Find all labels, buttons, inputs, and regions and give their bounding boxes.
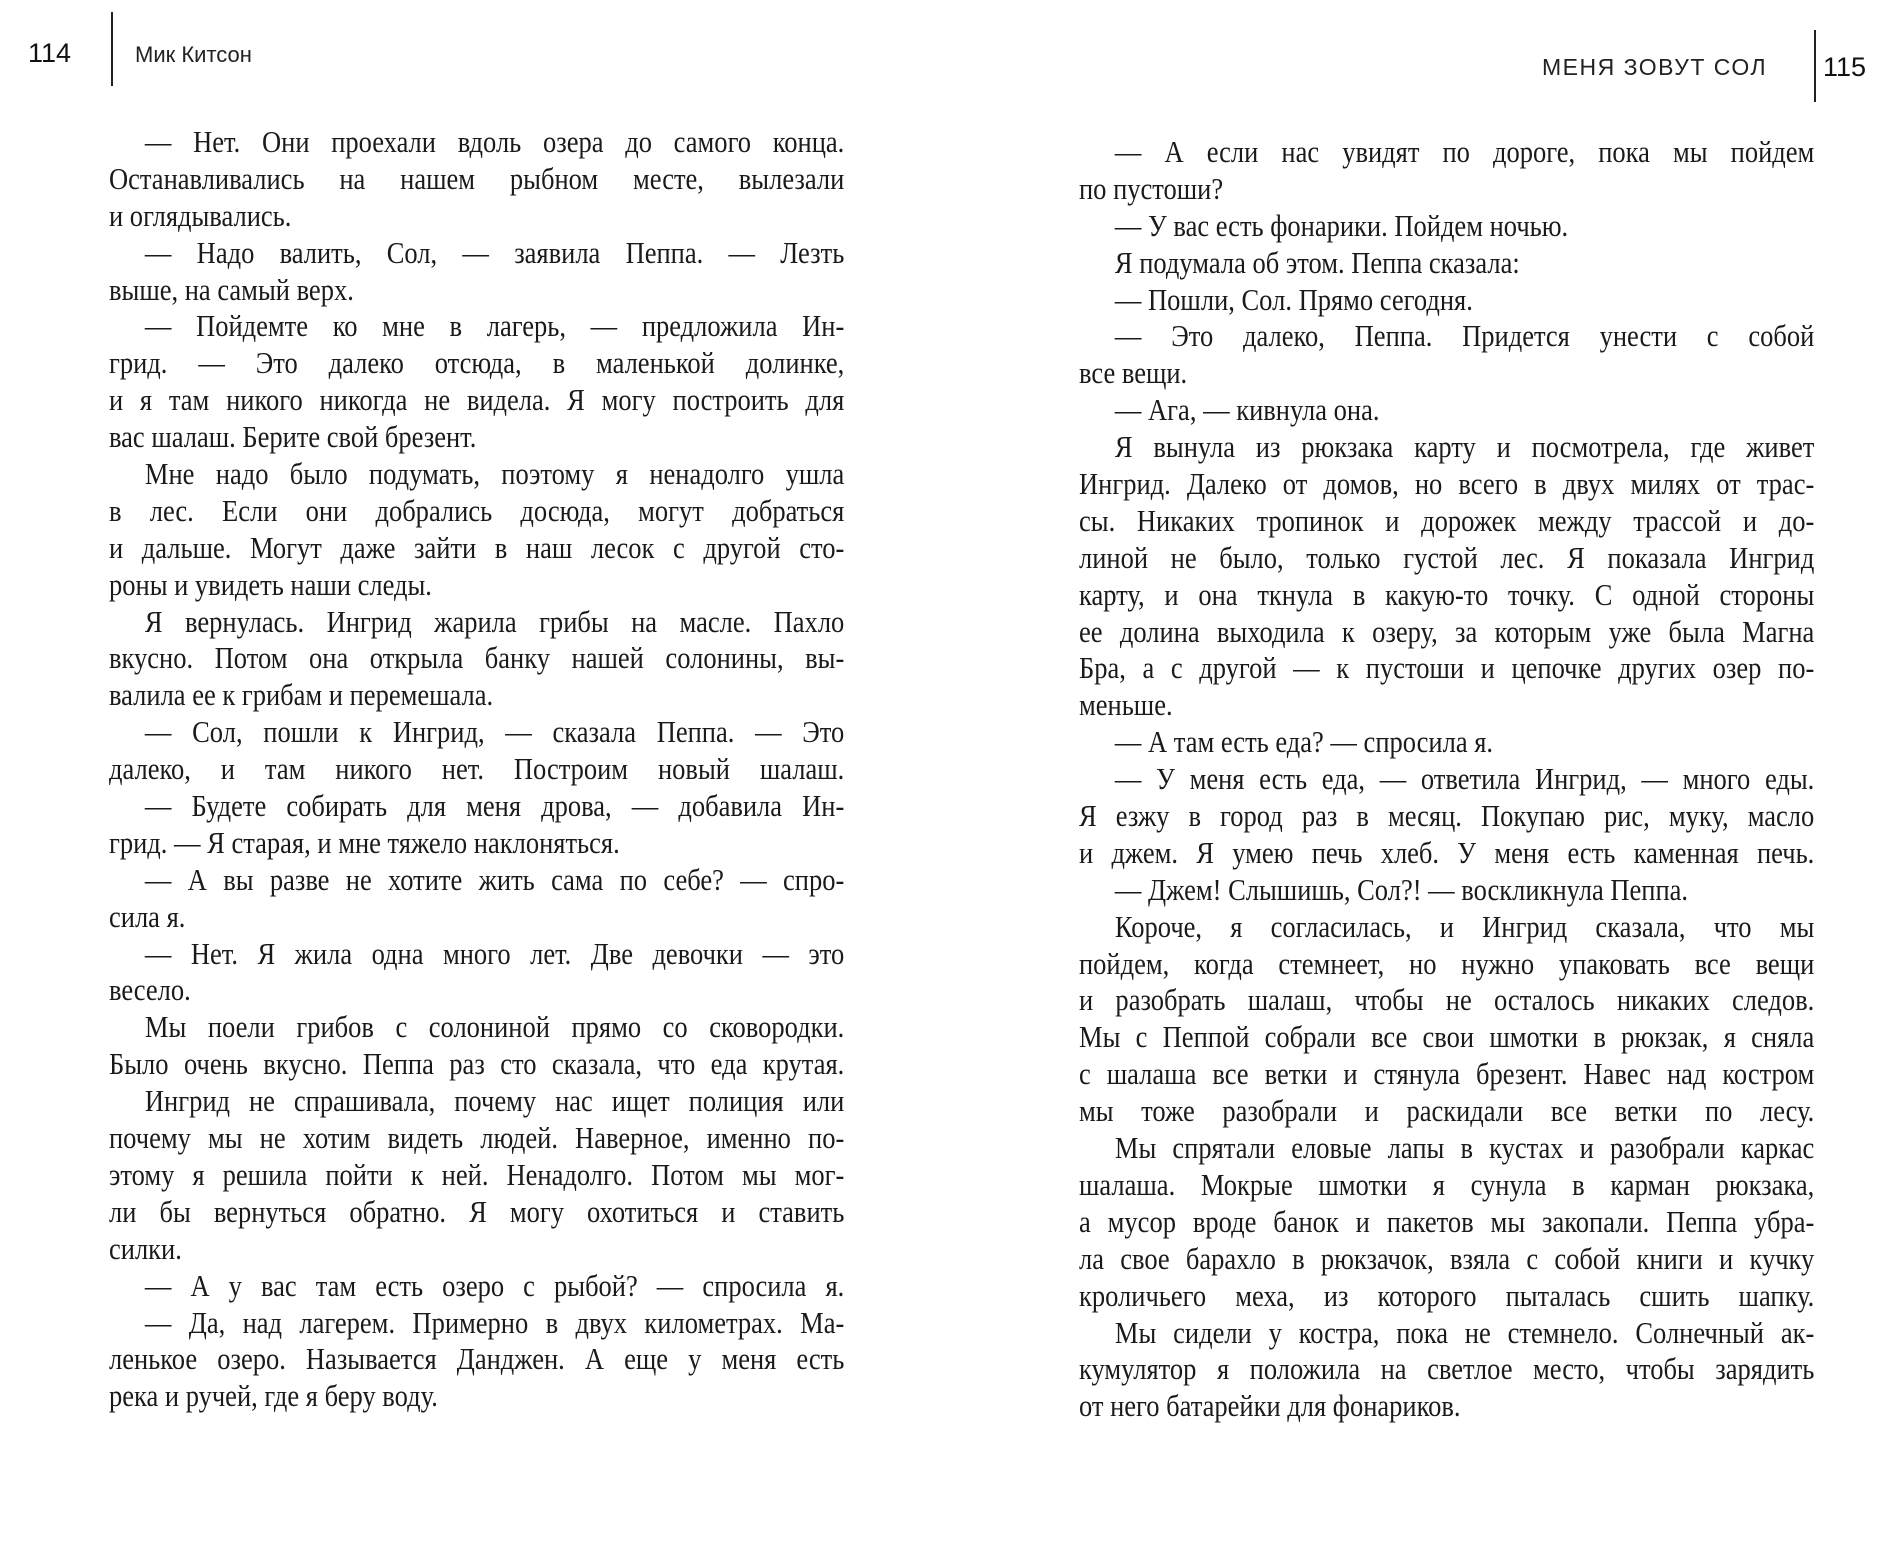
text-line: Мне надо было подумать, поэтому я ненадолго ушла — [144, 456, 845, 492]
text-line: роны и увидеть наши следы. — [109, 566, 432, 602]
text-line: выше, на самый верх. — [109, 271, 354, 307]
text-line: далеко, и там никого нет. Построим новый шалаш. — [109, 751, 845, 787]
text-line: — А вы разве не хотите жить сама по себе? — спро- — [144, 861, 845, 897]
text-line: ла свое барахло в рюкзачок, взяла с собой книги и кучку — [1079, 1240, 1815, 1276]
page-number-right: 115 — [1823, 52, 1867, 82]
text-line: меньше. — [1079, 687, 1173, 723]
text-line: кумулятор я положила на светлое место, чтобы зарядить — [1079, 1351, 1815, 1387]
text-line: и разобрать шалаш, чтобы не осталось никаких следов. — [1079, 982, 1815, 1018]
text-line: — Пойдемте ко мне в лагерь, — предложила Ин- — [144, 308, 845, 344]
text-line: Я езжу в город раз в месяц. Покупаю рис, муку, масло — [1079, 798, 1815, 834]
text-line: Я вернулась. Ингрид жарила грибы на масле. Пахло — [144, 603, 845, 639]
text-line: Я подумала об этом. Пеппа сказала: — [1114, 244, 1520, 280]
text-line: этому я решила пойти к ней. Ненадолго. Потом мы мог- — [109, 1156, 845, 1192]
text-line: Ингрид не спрашивала, почему нас ищет полиция или — [144, 1083, 845, 1119]
text-line: по пустоши? — [1079, 170, 1224, 206]
text-line: — Пошли, Сол. Прямо сегодня. — [1114, 281, 1473, 317]
text-line: ли бы вернуться обратно. Я могу охотиться и ставить — [109, 1193, 845, 1229]
text-line: — Ага, — кивнула она. — [1114, 392, 1380, 428]
running-head-title: МЕНЯ ЗОВУТ СОЛ — [1542, 54, 1768, 80]
text-line: и джем. Я умею печь хлеб. У меня есть каменная печь. — [1079, 834, 1815, 870]
text-line: кроличьего меха, из которого пыталась сшить шапку. — [1079, 1277, 1815, 1313]
text-line: а мусор вроде банок и пакетов мы закопали. Пеппа убра- — [1079, 1203, 1815, 1239]
text-line: — Сол, пошли к Ингрид, — сказала Пеппа. — Это — [144, 714, 845, 750]
text-line: Я вынула из рюкзака карту и посмотрела, где живет — [1114, 429, 1815, 465]
text-line: и оглядывались. — [109, 197, 292, 233]
text-line: и я там никого никогда не видела. Я могу построить для — [109, 382, 845, 418]
text-line: — А если нас увидят по дороге, пока мы пойдем — [1114, 134, 1815, 169]
text-line: почему мы не хотим видеть людей. Наверное, именно по- — [109, 1120, 845, 1156]
text-line: пойдем, когда стемнеет, но нужно упаковать все вещи — [1079, 945, 1815, 981]
text-line: силки. — [109, 1230, 182, 1266]
text-line: Мы с Пеппой собрали все свои шмотки в рюкзак, я сняла — [1079, 1019, 1815, 1055]
text-line: ленькое озеро. Называется Данджен. А еще у меня есть — [109, 1341, 845, 1377]
text-line: Останавливались на нашем рыбном месте, вылезали — [109, 160, 845, 196]
text-line: сы. Никаких тропинок и дорожек между трассой и до- — [1079, 502, 1815, 538]
text-line: — Джем! Слышишь, Сол?! — воскликнула Пеппа. — [1114, 871, 1689, 907]
text-line: валила ее к грибам и перемешала. — [109, 677, 494, 713]
text-line: — У вас есть фонарики. Пойдем ночью. — [1114, 207, 1569, 243]
page-number-left: 114 — [28, 38, 72, 68]
text-line: — А у вас там есть озеро с рыбой? — спросила я. — [144, 1267, 845, 1303]
text-line: от него батарейки для фонариков. — [1079, 1388, 1461, 1424]
text-line: Бра, а с другой — к пустоши и цепочке других озер по- — [1079, 650, 1815, 686]
text-line: — Да, над лагерем. Примерно в двух километрах. Ма- — [144, 1304, 845, 1340]
text-line: — Нет. Они проехали вдоль озера до самого конца. — [144, 124, 845, 159]
text-line: шалаша. Мокрые шмотки я сунула в карман рюкзака, — [1079, 1166, 1815, 1202]
text-line: сила я. — [109, 898, 186, 934]
text-line: ее долина выходила к озеру, за которым уже была Магна — [1079, 613, 1815, 649]
text-line: и дальше. Могут даже зайти в наш лесок с другой сто- — [109, 529, 845, 565]
text-column-right — [1079, 134, 1814, 1425]
text-line: — Надо валить, Сол, — заявила Пеппа. — Лезть — [144, 234, 845, 270]
text-line: грид. — Я старая, и мне тяжело наклоняться. — [109, 824, 620, 860]
text-line: — У меня есть еда, — ответила Ингрид, — много еды. — [1114, 761, 1815, 797]
text-column-left — [109, 124, 844, 1415]
text-line: Мы спрятали еловые лапы в кустах и разобрали каркас — [1114, 1130, 1815, 1166]
text-line: весело. — [109, 972, 191, 1008]
text-line: вкусно. Потом она открыла банку нашей солонины, вы- — [109, 640, 845, 676]
header-divider-right — [1814, 30, 1816, 102]
header-divider-left — [111, 12, 113, 86]
text-line: Ингрид. Далеко от домов, но всего в двух милях от трас- — [1079, 466, 1815, 502]
text-line: в лес. Если они добрались досюда, могут добраться — [109, 492, 845, 528]
text-line: все вещи. — [1079, 355, 1188, 391]
running-head-author: Мик Китсон — [135, 42, 252, 67]
text-line: мы тоже разобрали и раскидали все ветки по лесу. — [1079, 1093, 1815, 1129]
text-line: — А там есть еда? — спросила я. — [1114, 724, 1494, 760]
text-line: Короче, я согласилась, и Ингрид сказала, что мы — [1114, 908, 1815, 944]
text-line: вас шалаш. Берите свой брезент. — [109, 419, 477, 455]
text-line: карту, и она ткнула в какую-то точку. С одной стороны — [1079, 576, 1815, 612]
text-line: Мы поели грибов с солониной прямо со сковородки. — [144, 1009, 845, 1045]
text-line: грид. — Это далеко отсюда, в маленькой долинке, — [109, 345, 845, 381]
text-line: река и ручей, где я беру воду. — [109, 1378, 438, 1414]
text-line: с шалаша все ветки и стянула брезент. Навес над костром — [1079, 1056, 1815, 1092]
text-line: — Это далеко, Пеппа. Придется унести с собой — [1114, 318, 1815, 354]
text-line: линой не было, только густой лес. Я показала Ингрид — [1079, 539, 1815, 575]
text-line: — Нет. Я жила одна много лет. Две девочки — это — [144, 935, 845, 971]
text-line: Было очень вкусно. Пеппа раз сто сказала, что еда крутая. — [109, 1046, 845, 1082]
text-line: — Будете собирать для меня дрова, — добавила Ин- — [144, 788, 845, 824]
text-line: Мы сидели у костра, пока не стемнело. Солнечный ак- — [1114, 1314, 1815, 1350]
